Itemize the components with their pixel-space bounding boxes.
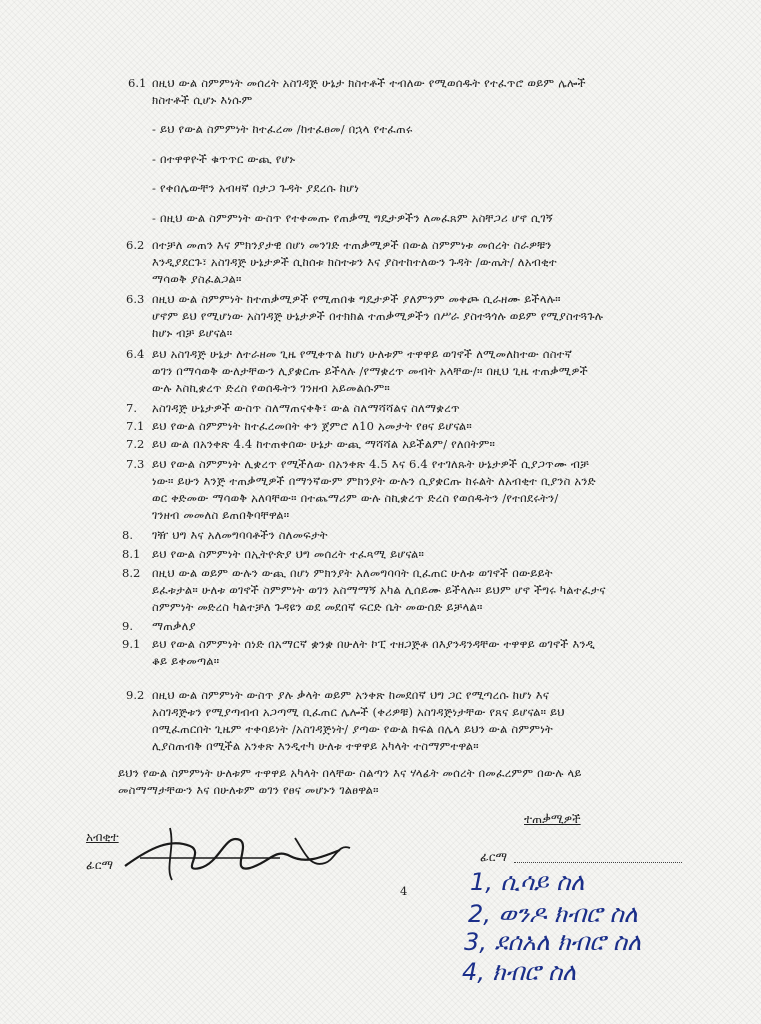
section-text: ይህ የውል ስምምነት ሊቋረጥ የሚችለው በአንቀጽ 4.5 እና 6.4 የተገለጹት ሁኔታዎች ሲያጋጥሙ ብቻ (152, 457, 590, 471)
section-text: ከሆኑ ብቻ ይሆናል። (152, 326, 233, 340)
section-text: ማሳወቅ ያስፈልጋል። (152, 272, 242, 286)
section-number: 8. (122, 528, 133, 542)
lender-signature-label: ፊርማ (86, 858, 114, 872)
section-number: 6.1 (128, 76, 147, 90)
lender-role-label: አብቂተ (86, 830, 119, 844)
section-text: ይህ ውል በአንቀጽ 4.4 ከተጠቀሰው ሁኔታ ውጪ ማሻሻል አይችልም/ የለበትም። (152, 437, 496, 451)
lender-signature (110, 818, 360, 888)
section-number: 9.1 (122, 637, 141, 651)
section-text: በዚህ ውል ስምምነት ውስጥ ያሉ ቃላት ወይም አንቀጽ ከመደበኛ ህግ ጋር የሚጣረሱ ከሆነ እና (152, 688, 550, 702)
section-text: ይፈቱታል። ሁለቱ ወገኖች ስምምነት ወገን አስማማኝ አካል ሊሰይሙ ይችላሉ። ይህም ሆኖ ችግሩ ካልተፈታና (152, 583, 606, 597)
section-text: ነው። ይሁን እንጅ ተጠቃሚዎች በማንኛውም ምክንያት ውሉን ሲያቋርጡ ከሩልት ለአብቂተ ቢያንስ አንድ (152, 474, 596, 488)
section-text: በሚፈጠርበት ጊዜም ተቀባይነት /አስገዳጅነት/ ያጣው የውል ክፍል በሌላ ይህን ውል ስምምነት (152, 722, 553, 736)
section-number: 7.2 (126, 437, 145, 451)
section-number: 7.1 (126, 419, 145, 433)
section-number: 8.1 (122, 547, 141, 561)
section-text: አስገዳጅቱን የሚያጣብብ አጋጣሚ ቢፈጠር ሌሎች (ቀሪዎቹ) አስገዳጅነታቸው የጸና ይሆናል። ይህ (152, 705, 565, 719)
section-text: በዚህ ውል ወይም ውሉን ውጪ በሆነ ምክንያት አለመግባባት ቢፈጠር ሁለቱ ወገኖች በውይይት (152, 566, 553, 580)
section-text: በዚህ ውል ስምምነት መሰረት አስገዳጅ ሁኔታ ክስተቶች ተብለው የሚወሰዱት የተፈጥሮ ወይም ሌሎች (152, 76, 586, 90)
section-heading: ማጠቃለያ (152, 619, 196, 633)
section-number: 9. (122, 619, 133, 633)
signature-line (514, 862, 682, 863)
section-number: 8.2 (122, 566, 141, 580)
section-text: ይህ የውል ስምምነት ከተፈረመበት ቀን ጀምሮ ለ10 አመታት የፀና ይሆናል። (152, 419, 472, 433)
section-number: 7. (126, 401, 137, 415)
page-number: 4 (400, 884, 408, 898)
section-text: ወር ቀድመው ማሳወቅ አለባቸው። በተጨማሪም ውሉ ስኪቋረጥ ድረስ የወሰዱትን /የተበደሩትን/ (152, 491, 559, 505)
section-number: 7.3 (126, 457, 145, 471)
section-number: 6.3 (126, 292, 145, 306)
section-text: ገንዘብ መመለስ ይጠበቅባቸዋል። (152, 508, 290, 522)
handwritten-name: 1, ሲሳይ ስለ (470, 868, 585, 896)
section-text: ይህ የውል ስምምነት በኢትዮጵያ ህግ መሰረት ተፈጻሚ ይሆናል። (152, 547, 425, 561)
list-item: - የቀበሌውቸን አብዛኛ በታጋ ጉዳት ያደረሱ ከሆነ (152, 181, 359, 195)
closing-statement: ይህን የውል ስምምነት ሁለቱም ተዋዋይ አካላት በላቸው ስልጣን እና ሃላፊት መሰረት በመፈረምም በውሉ ላይ (118, 766, 582, 780)
list-item: - በተዋዋዮች ቁጥጥር ውጪ የሆኑ (152, 152, 296, 166)
section-heading: ገዥ ህግ እና አለመግባባቶችን ስለመፍታት (152, 528, 328, 542)
section-text: ክስተቶች ሲሆኑ እነሱም (152, 93, 253, 107)
section-number: 6.4 (126, 347, 145, 361)
section-text: በተቻለ መጠን እና ምክንያታዊ በሆነ መንገድ ተጠቃሚዎች በውል ስምምነቱ መሰረት ስራዎቹን (152, 238, 552, 252)
section-text: ወገን በማሳወቅ ውለታቸውን ሊያቋርጡ ይችላሉ /የማቋረጥ መብት አላቸው/። በዚህ ጊዜ ተጠቃሚዎች (152, 364, 588, 378)
section-text: ቆይ ይቀመጣል። (152, 654, 220, 668)
beneficiaries-role-label: ተጠቃሚዎች (524, 812, 581, 826)
section-text: እንዲያደርጉ፣ አስገዳጅ ሁኔታዎች ሲከሰቱ ክስተቱን እና ያስተከተለውን ጉዳት /ውጤት/ ለአብቂተ (152, 255, 557, 269)
handwritten-name: 4, ክብሮ ስለ (462, 958, 577, 986)
list-item: - በዚህ ውል ስምምነት ውስጥ የተቀመጡ የጠቃሚ ግዴታዎችን ለመፈጸም አስቸጋሪ ሆኖ ሲገኝ (152, 211, 553, 225)
section-text: ሊያስጠብቅ በሚችል አንቀጽ እንዲተካ ሁለቱ ተዋዋይ አካላት ተስማምተዋል። (152, 739, 479, 753)
section-text: ይህ የውል ስምምነት ሰነድ በአማርኛ ቋንቋ በሁለት ኮፒ ተዘጋጅቶ በእያንዳንዳቸው ተዋዋይ ወገኖች እንዲ (152, 637, 596, 651)
list-item: - ይህ የውል ስምምነት ከተፈረመ /ከተፈፀመ/ በኋላ የተፈጠሩ (152, 122, 413, 136)
handwritten-name: 2, ወንዶ ክብሮ ስለ (468, 900, 638, 928)
section-number: 6.2 (126, 238, 145, 252)
handwritten-name: 3, ደሰአለ ክብሮ ስለ (464, 928, 642, 956)
section-text: ሆኖም ይህ የሚሆነው አስገዳጅ ሁኔታዎች በተክክል ተጠቃሚዎችን በሥራ ያስተጓጎሉ ወይም የሚያስተጓጉሉ (152, 309, 604, 323)
section-text: ስምምነት መድረስ ካልተቻለ ጉዳዩን ወደ መደበኛ ፍርድ ቤት መውሰድ ይቻላል። (152, 600, 483, 614)
section-text: ውሉ እስኪቋረጥ ድረስ የወሰዱትን ገንዘብ አይመልሱም። (152, 381, 390, 395)
beneficiaries-signature-label: ፊርማ (480, 850, 508, 864)
section-heading: አስገዳጅ ሁኔታዎች ውስጥ ስለማጠናቀቅ፣ ውል ስለማሻሻልና ስለማቋረጥ (152, 401, 460, 415)
section-text: በዚህ ውል ስምምነት ከተጠቃሚዎች የሚጠበቁ ግዴታዎች ያለምንም መቀጮ ሲራዘሙ ይችላሉ። (152, 292, 561, 306)
closing-statement: መስማማታቸውን እና በሁለቱም ወገን የፀና መሆኑን ገልፀዋል። (118, 783, 379, 797)
section-text: ይህ አስገዳጅ ሁኔታ ለተራዘመ ጊዜ የሚቀጥል ከሆነ ሁለቱም ተዋዋይ ወገኖች ለሚመለከተው ሰስተኛ (152, 347, 573, 361)
section-number: 9.2 (126, 688, 145, 702)
